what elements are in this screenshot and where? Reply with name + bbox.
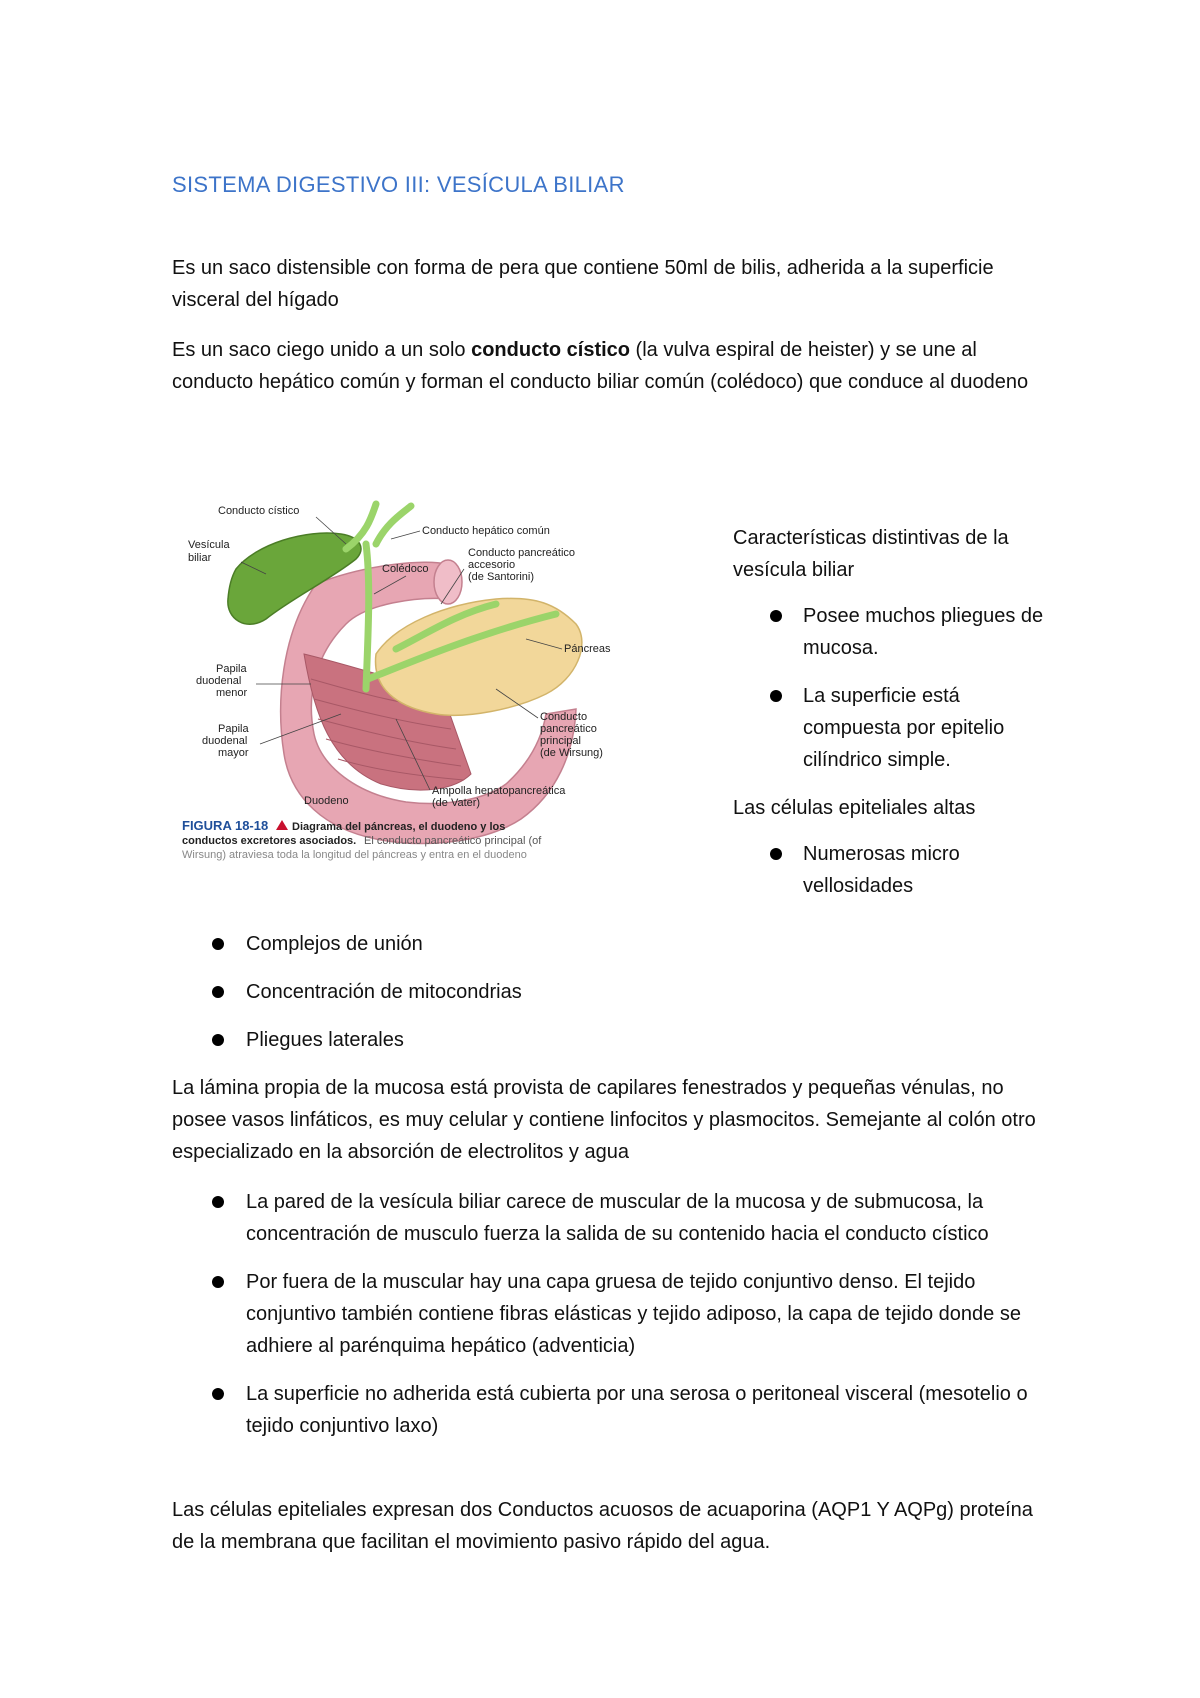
duodenum-opening-shape <box>434 560 462 604</box>
paragraph-cystic-duct <box>172 334 1052 398</box>
label-gallbladder-1: Vesícula <box>188 539 230 551</box>
paragraph-text: (la vulva espiral de heister) y se une al conducto hepático común y forman el conducto biliar común (colédoco) que conduce al duodeno <box>172 339 1029 393</box>
list-item: La superficie está compuesta por epitelio cilíndrico simple. <box>733 680 1063 776</box>
label-minor-papilla-1: Papila <box>216 663 247 675</box>
list-item: La superficie no adherida está cubierta por una serosa o peritoneal visceral (mesotelio o tejido conjuntivo laxo) <box>172 1378 1052 1442</box>
label-major-papilla-3: mayor <box>218 747 249 759</box>
label-accessory-duct-3: (de Santorini) <box>468 571 535 583</box>
page-title: SISTEMA DIGESTIVO III: VESÍCULA BILIAR <box>172 172 625 197</box>
side-heading: Características distintivas de la vesícula biliar <box>733 527 1009 581</box>
label-accessory-duct-2: accesorio <box>468 559 516 571</box>
paragraph-definition: Es un saco distensible con forma de pera que contiene 50ml de bilis, adherida a la superficie visceral del hígado <box>172 257 994 311</box>
label-major-papilla-2: duodenal <box>202 735 248 747</box>
label-hepatic-duct: Conducto hepático común <box>422 525 550 537</box>
label-choledochus: Colédoco <box>382 563 429 575</box>
list-item: Por fuera de la muscular hay una capa gruesa de tejido conjuntivo denso. El tejido conjuntivo también contiene fibras elásticas y tejido adiposo, la capa de tejido donde se adhiere al parénquima hepático (adventicia) <box>172 1266 1052 1362</box>
caption-figure-number: FIGURA 18-18 <box>182 818 269 833</box>
paragraph-lamina-propria: La lámina propia de la mucosa está provista de capilares fenestrados y pequeñas vénulas, no posee vasos linfáticos, es muy celular y contiene linfocitos y plasmocitos. Semejante al colón otro especializado en la absorción de electrolitos y agua <box>172 1077 1036 1163</box>
list-item: Pliegues laterales <box>172 1024 1052 1056</box>
side-column <box>733 522 1063 918</box>
side-heading-2: Las células epiteliales altas <box>733 797 976 819</box>
label-pancreas: Páncreas <box>564 643 611 655</box>
list-item: Concentración de mitocondrias <box>172 976 1052 1008</box>
label-main-duct-2: pancreático <box>540 723 597 735</box>
caption-body-1: El conducto pancreático principal (of <box>364 835 542 847</box>
bold-term: conducto cístico <box>471 339 630 361</box>
label-accessory-duct-1: Conducto pancreático <box>468 547 576 559</box>
label-minor-papilla-2: duodenal <box>196 675 242 687</box>
bullet-list-1 <box>172 928 1052 1072</box>
label-minor-papilla-3: menor <box>216 687 248 699</box>
list-item: Complejos de unión <box>172 928 1052 960</box>
list-item: La pared de la vesícula biliar carece de muscular de la mucosa y de submucosa, la concentración de musculo fuerza la salida de su contenido hacia el conducto cístico <box>172 1186 1052 1250</box>
label-major-papilla-1: Papila <box>218 723 249 735</box>
caption-title-1: Diagrama del páncreas, el duodeno y los <box>292 821 506 833</box>
label-duodenum: Duodeno <box>304 795 349 807</box>
caption-title-2: conductos excretores asociados. <box>182 835 357 847</box>
list-item: Posee muchos pliegues de mucosa. <box>733 600 1063 664</box>
anatomy-figure <box>182 504 696 884</box>
label-ampulla-2: (de Vater) <box>432 797 481 809</box>
bullet-list-2 <box>172 1186 1052 1458</box>
list-item: Numerosas micro vellosidades <box>733 838 1063 902</box>
paragraph-aquaporin: Las células epiteliales expresan dos Conductos acuosos de acuaporina (AQP1 Y AQPg) proteína de la membrana que facilitan el movimiento pasivo rápido del agua. <box>172 1499 1033 1553</box>
paragraph-text: Es un saco ciego unido a un solo <box>172 339 472 361</box>
caption-body-2: Wirsung) atraviesa toda la longitud del páncreas y entra en el duodeno <box>182 849 527 861</box>
label-cystic-duct: Conducto cístico <box>218 505 300 517</box>
label-gallbladder-2: biliar <box>188 552 212 564</box>
label-main-duct-1: Conducto <box>540 711 588 723</box>
label-main-duct-3: principal <box>540 735 581 747</box>
label-ampulla-1: Ampolla hepatopancreática <box>432 785 566 797</box>
label-main-duct-4: (de Wirsung) <box>540 747 603 759</box>
